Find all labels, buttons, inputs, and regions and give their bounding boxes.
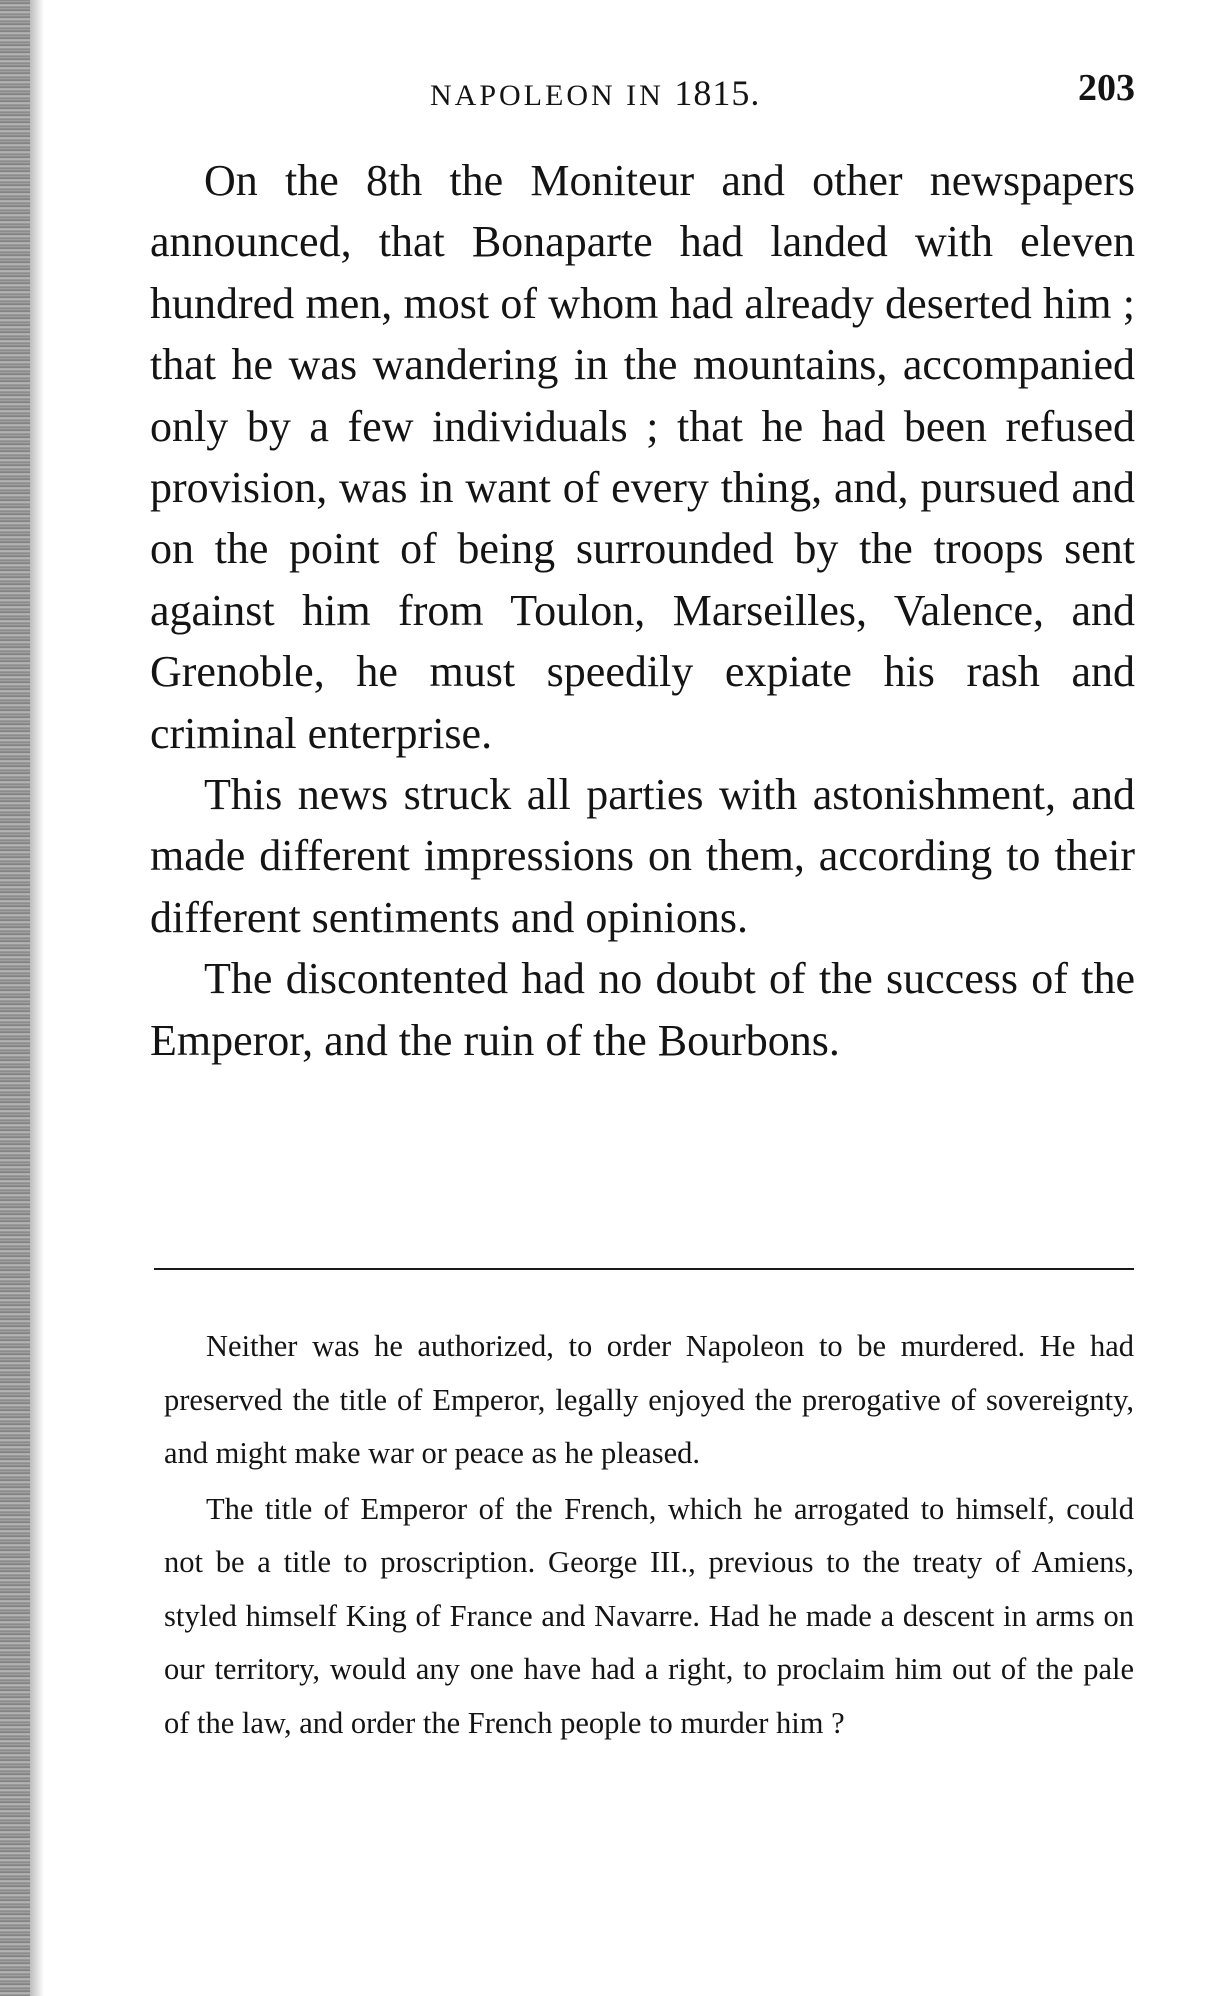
footnotes xyxy=(164,1320,1134,1752)
footnote-divider xyxy=(154,1268,1134,1270)
running-title xyxy=(430,72,760,114)
page-binding-edge xyxy=(0,0,30,1996)
body-paragraph: This news struck all parties with astonishment, and made different impressions on them, according to their different sentiments and opinions. xyxy=(150,770,1135,942)
body-paragraph: On the 8th the Moniteur and other newspapers announced, that Bonaparte had landed with eleven hundred men, most of whom had already deserted him ; that he was wandering in the mountains, accompanied only by a few individuals ; that he had been refused provision, was in want of every thing, and, pursued and on the point of being surrounded by the troops sent against him from Toulon, Marseilles, Valence, and Grenoble, he must speedily expiate his rash and criminal enterprise. xyxy=(150,156,1135,758)
page-number: 203 xyxy=(1078,67,1135,109)
footnote-paragraph: The title of Emperor of the French, which he arrogated to himself, could not be a title to proscription. George III., previous to the treaty of Amiens, styled himself King of France and Navarre. Had he made a descent in arms on our territory, would any one have had a right, to proclaim him out of the pale of the law, and order the French people to murder him ? xyxy=(164,1491,1134,1740)
running-title-text: NAPOLEON IN xyxy=(430,79,664,112)
body-paragraph: The discontented had no doubt of the success of the Emperor, and the ruin of the Bourbons. xyxy=(150,954,1135,1065)
footnote-paragraph: Neither was he authorized, to order Napoleon to be murdered. He had preserved the title of Emperor, legally enjoyed the prerogative of sovereignty, and might make war or peace as he pleased. xyxy=(164,1329,1134,1470)
running-head xyxy=(150,66,1135,116)
running-title-year: 1815. xyxy=(674,73,761,113)
page-gutter-shadow xyxy=(30,0,44,1996)
main-text xyxy=(150,150,1135,1071)
